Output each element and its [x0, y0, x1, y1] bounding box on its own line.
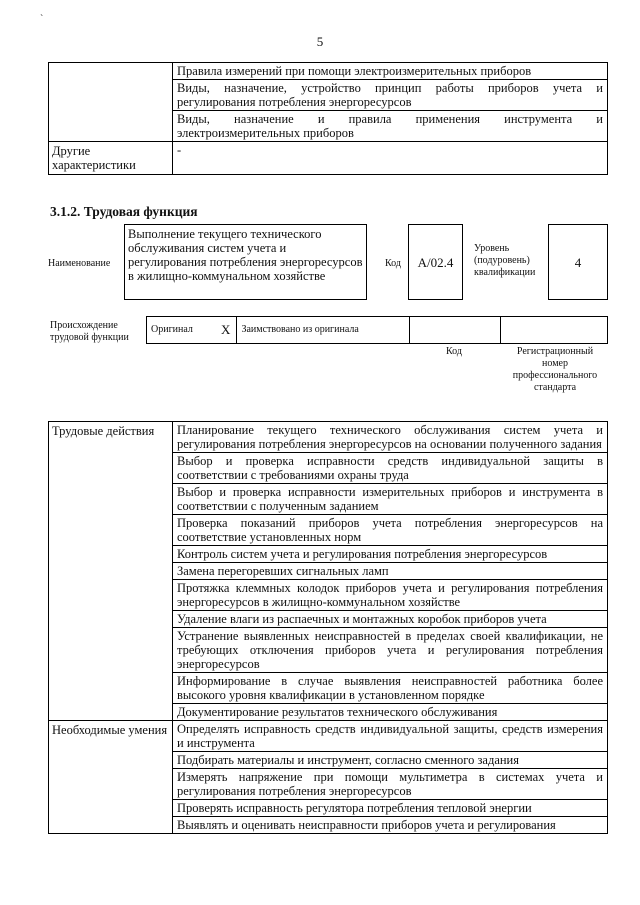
origin-regnum-cell: [501, 317, 608, 344]
function-name-box: Выполнение текущего технического обслуживания систем учета и регулирования потребления энергоресурсов в жилищно-коммунальном хозяйстве: [124, 224, 367, 300]
labor-actions-label: Трудовые действия: [49, 422, 173, 721]
table-row: [49, 721, 608, 752]
page-number: 5: [316, 34, 324, 49]
other-characteristics-value: -: [173, 142, 608, 175]
table-row: [49, 63, 608, 80]
knowledge-item: Виды, назначение и правила применения инструмента и электроизмерительных приборов: [173, 111, 608, 142]
original-mark: X: [221, 322, 231, 337]
original-cell: [147, 317, 237, 344]
table-row: [49, 422, 608, 453]
labor-action: Удаление влаги из распаечных и монтажных коробок приборов учета: [173, 611, 608, 628]
labor-action: Выбор и проверка исправности средств индивидуальной защиты в соответствии с требованиями охраны труда: [173, 453, 608, 484]
labor-action: Планирование текущего технического обслуживания систем учета и регулирования потребления энергоресурсов на основании полученного задания: [173, 422, 608, 453]
labor-action: Выбор и проверка исправности измерительных приборов и инструмента в соответствии с полученным заданием: [173, 484, 608, 515]
empty-label-cell: [49, 63, 173, 142]
regnum-caption: Регистрационный номер профессионального стандарта: [512, 346, 598, 393]
main-table: [48, 421, 608, 834]
origin-table: [146, 316, 608, 344]
table-row: [49, 142, 608, 175]
qualification-level-label: Уровень (подуровень) квалификации: [474, 243, 536, 278]
knowledge-item: Правила измерений при помощи электроизмерительных приборов: [173, 63, 608, 80]
labor-action: Контроль систем учета и регулирования потребления энергоресурсов: [173, 546, 608, 563]
skill-item: Выявлять и оценивать неисправности приборов учета и регулирования: [173, 817, 608, 834]
labor-action: Проверка показаний приборов учета потребления энергоресурсов на соответствие установленных норм: [173, 515, 608, 546]
table-row: [147, 317, 608, 344]
corner-mark: `: [40, 14, 44, 25]
name-label: Наименование: [48, 258, 111, 269]
original-label: Оригинал: [151, 324, 193, 335]
origin-code-cell: [409, 317, 501, 344]
skill-item: Определять исправность средств индивидуальной защиты, средств измерения и инструмента: [173, 721, 608, 752]
section-title: 3.1.2. Трудовая функция: [50, 204, 198, 219]
labor-action: Устранение выявленных неисправностей в пределах своей квалификации, не требующих отключения приборов учета и регулирования потребления энергоресурсов: [173, 628, 608, 673]
skills-label: Необходимые умения: [49, 721, 173, 834]
code-caption: Код: [446, 346, 462, 357]
skill-item: Проверять исправность регулятора потребления тепловой энергии: [173, 800, 608, 817]
knowledge-item: Виды, назначение, устройство принцип работы приборов учета и регулирования потребления энергоресурсов: [173, 80, 608, 111]
continuation-table: [48, 62, 608, 175]
qualification-level-box: 4: [548, 224, 608, 300]
skill-item: Подбирать материалы и инструмент, согласно сменного задания: [173, 752, 608, 769]
labor-action: Документирование результатов технического обслуживания: [173, 704, 608, 721]
other-characteristics-label: Другие характеристики: [49, 142, 173, 175]
labor-action: Протяжка клеммных колодок приборов учета и регулирования потребления энергоресурсов в жилищно-коммунальном хозяйстве: [173, 580, 608, 611]
function-code-box: A/02.4: [408, 224, 463, 300]
labor-action: Информирование в случае выявления неисправностей работника более высокого уровня квалификации в установленном порядке: [173, 673, 608, 704]
labor-action: Замена перегоревших сигнальных ламп: [173, 563, 608, 580]
code-label: Код: [385, 258, 401, 269]
origin-label: Происхождение трудовой функции: [50, 320, 129, 343]
skill-item: Измерять напряжение при помощи мультиметра в системах учета и регулирования потребления энергоресурсов: [173, 769, 608, 800]
borrowed-label: Заимствовано из оригинала: [237, 317, 409, 344]
